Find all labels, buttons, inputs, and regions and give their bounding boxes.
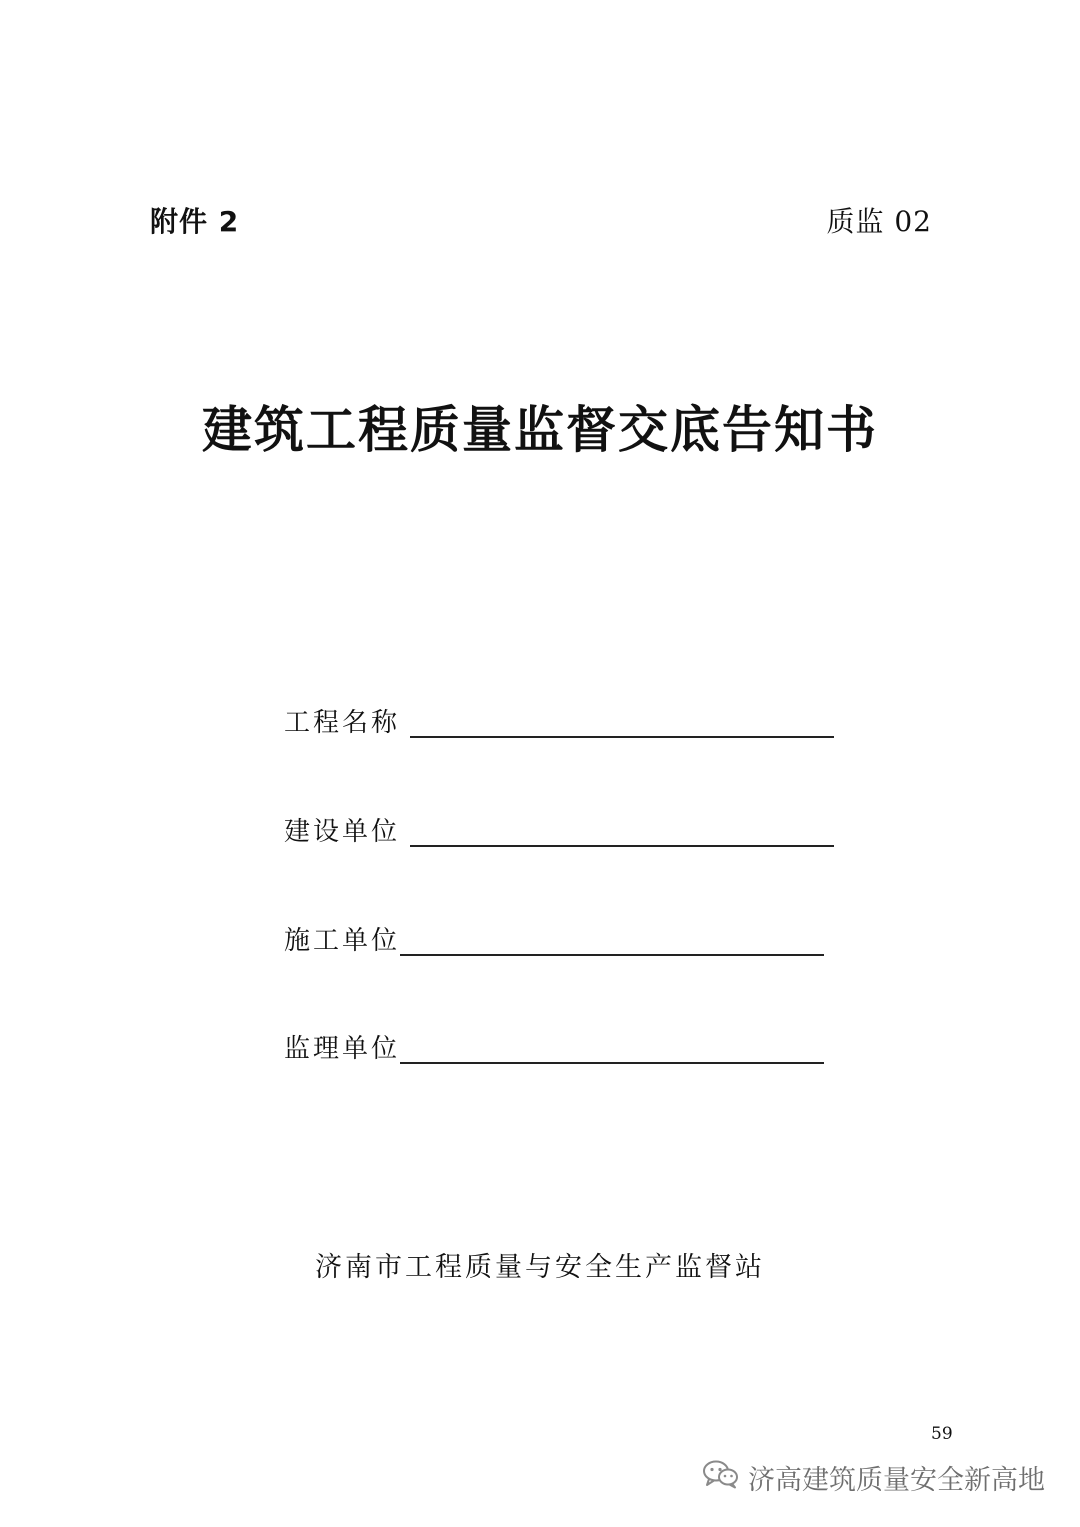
field-construction-unit [284, 805, 834, 849]
field-contractor-unit [284, 914, 824, 958]
document-title: 建筑工程质量监督交底告知书 [202, 400, 878, 459]
field-blank-line[interactable] [410, 811, 834, 847]
wechat-icon [702, 1459, 748, 1496]
watermark-text: 济高建筑质量安全新高地 [748, 1465, 1045, 1496]
issuing-organization: 济南市工程质量与安全生产监督站 [315, 1252, 765, 1283]
field-supervision-unit [284, 1022, 824, 1066]
attachment-label: 附件 2 [150, 205, 240, 238]
field-blank-line[interactable] [410, 702, 834, 738]
field-label: 建设单位 [284, 817, 401, 847]
field-label: 施工单位 [284, 926, 401, 956]
form-code: 质监 02 [826, 205, 932, 238]
field-project-name [284, 696, 834, 740]
field-blank-line[interactable] [400, 1028, 824, 1064]
field-label: 监理单位 [284, 1034, 401, 1064]
watermark [702, 1458, 1045, 1497]
page-number: 59 [931, 1424, 953, 1444]
field-label: 工程名称 [284, 708, 401, 738]
field-blank-line[interactable] [400, 920, 824, 956]
